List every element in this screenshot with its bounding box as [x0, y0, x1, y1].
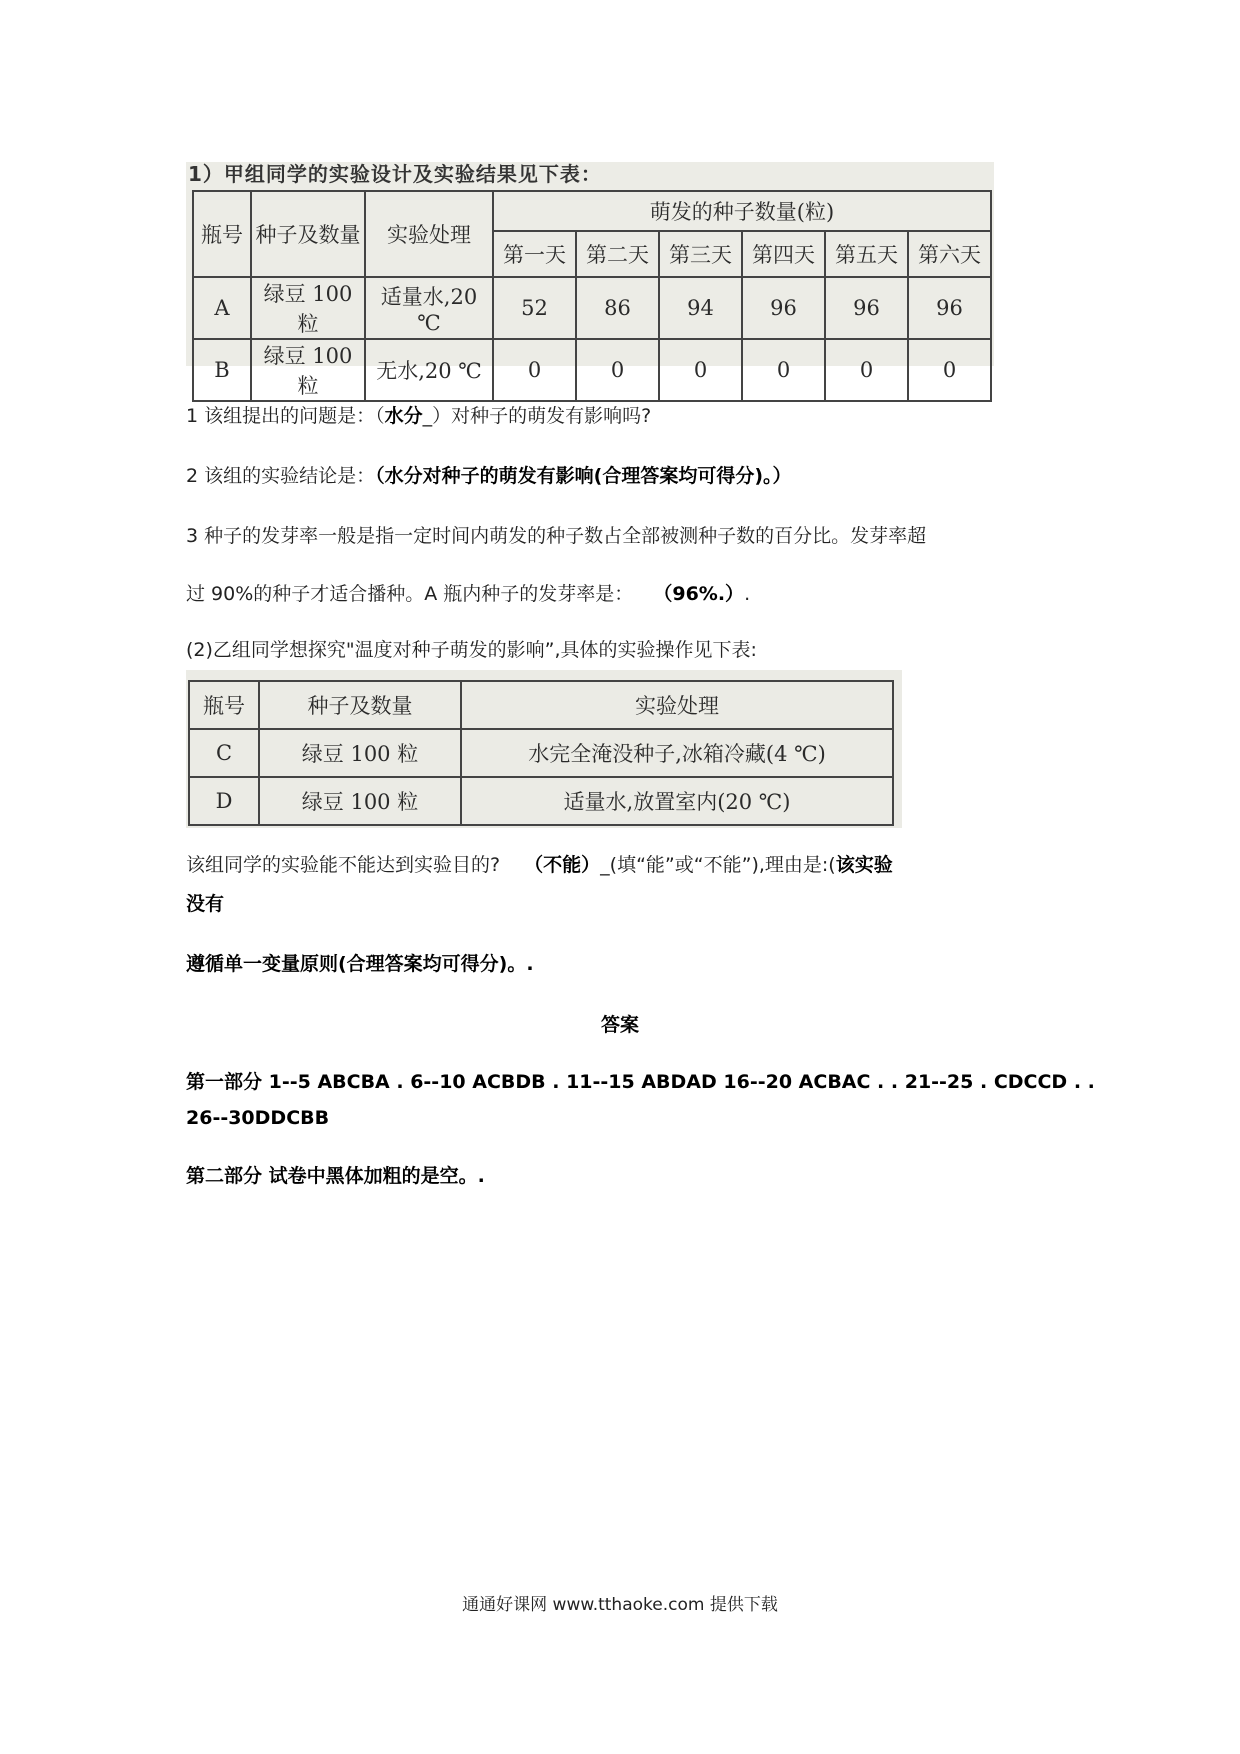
question-1 [186, 402, 651, 430]
germination-table-2 [188, 680, 894, 826]
table-row [189, 729, 893, 777]
header-day-6: 第六天 [908, 231, 991, 277]
header-seeds: 种子及数量 [259, 681, 461, 729]
table-row [193, 339, 991, 401]
cell-value: 96 [742, 277, 825, 339]
question-2 [186, 462, 792, 490]
cell-value: 0 [493, 339, 576, 401]
cell-value: 0 [576, 339, 659, 401]
question-4-line-3: 遵循单一变量原则(合理答案均可得分)。. [186, 953, 534, 975]
cell-seeds: 绿豆 100 粒 [251, 277, 365, 339]
table-row [193, 277, 991, 339]
cell-value: 52 [493, 277, 576, 339]
table2-photo [186, 670, 902, 828]
header-day-2: 第二天 [576, 231, 659, 277]
answers-part-1-line-2: 26--30DDCBB [186, 1107, 330, 1129]
cell-treatment: 无水,20 ℃ [365, 339, 493, 401]
answers-title: 答案 [600, 1014, 639, 1036]
question-4-line-1 [186, 851, 893, 879]
q2-prefix: 2 该组的实验结论是： [186, 465, 376, 487]
header-bottle: 瓶号 [193, 191, 251, 277]
cell-seeds: 绿豆 100 粒 [259, 777, 461, 825]
cell-value: 0 [908, 339, 991, 401]
header-day-5: 第五天 [825, 231, 908, 277]
part-2-intro: (2)乙组同学想探究"温度对种子萌发的影响”,具体的实验操作见下表: [186, 639, 757, 661]
q4-middle: _(填“能”或“不能”),理由是:( [600, 854, 836, 876]
cell-seeds: 绿豆 100 粒 [251, 339, 365, 401]
header-day-3: 第三天 [659, 231, 742, 277]
header-day-1: 第一天 [493, 231, 576, 277]
q4-answer-2: 该实验 [835, 854, 893, 876]
question-3-line-1: 3 种子的发芽率一般是指一定时间内萌发的种子数占全部被测种子数的百分比。发芽率超 [186, 525, 927, 547]
cell-bottle: B [193, 339, 251, 401]
cell-value: 0 [825, 339, 908, 401]
q2-answer: （水分对种子的萌发有影响(合理答案均可得分)。） [375, 465, 792, 487]
question-3-line-2 [186, 580, 750, 608]
cell-treatment: 水完全淹没种子,冰箱冷藏(4 ℃) [461, 729, 893, 777]
header-bottle: 瓶号 [189, 681, 259, 729]
table-row [189, 777, 893, 825]
cell-bottle: A [193, 277, 251, 339]
answers-part-1-line-1: 第一部分 1--5 ABCBA . 6--10 ACBDB . 11--15 ABDAD 16--20 ACBAC . . 21--25 . CDCCD . . [186, 1071, 1095, 1093]
germination-table-1 [192, 190, 992, 402]
cell-value: 0 [742, 339, 825, 401]
question-4-line-2: 没有 [186, 893, 225, 915]
header-treatment: 实验处理 [365, 191, 493, 277]
header-germination-count: 萌发的种子数量(粒) [493, 191, 991, 231]
cell-value: 94 [659, 277, 742, 339]
header-seeds: 种子及数量 [251, 191, 365, 277]
header-treatment: 实验处理 [461, 681, 893, 729]
q1-prefix: 1 该组提出的问题是：（ [186, 405, 385, 427]
cell-value: 96 [825, 277, 908, 339]
q1-suffix: _）对种子的萌发有影响吗? [422, 405, 652, 427]
q3-suffix: . [744, 583, 751, 605]
header-day-4: 第四天 [742, 231, 825, 277]
answers-part-2: 第二部分 试卷中黑体加粗的是空。. [186, 1165, 485, 1187]
footer-credit: 通通好课网 www.tthaoke.com 提供下载 [462, 1595, 778, 1615]
cell-treatment: 适量水,放置室内(20 ℃) [461, 777, 893, 825]
cell-value: 0 [659, 339, 742, 401]
cell-treatment: 适量水,20 ℃ [365, 277, 493, 339]
cell-value: 86 [576, 277, 659, 339]
q4-prefix: 该组同学的实验能不能达到实验目的? [186, 854, 501, 876]
cell-value: 96 [908, 277, 991, 339]
q4-answer-1: （不能） [524, 854, 601, 876]
q1-answer: 水分 [384, 405, 423, 427]
cell-seeds: 绿豆 100 粒 [259, 729, 461, 777]
q3-answer: （96%.） [653, 583, 745, 605]
cell-bottle: D [189, 777, 259, 825]
table1-photo [186, 162, 994, 398]
table1-caption: 1）甲组同学的实验设计及实验结果见下表： [188, 162, 602, 186]
cell-bottle: C [189, 729, 259, 777]
q3-prefix: 过 90%的种子才适合播种。A 瓶内种子的发芽率是： [186, 583, 634, 605]
